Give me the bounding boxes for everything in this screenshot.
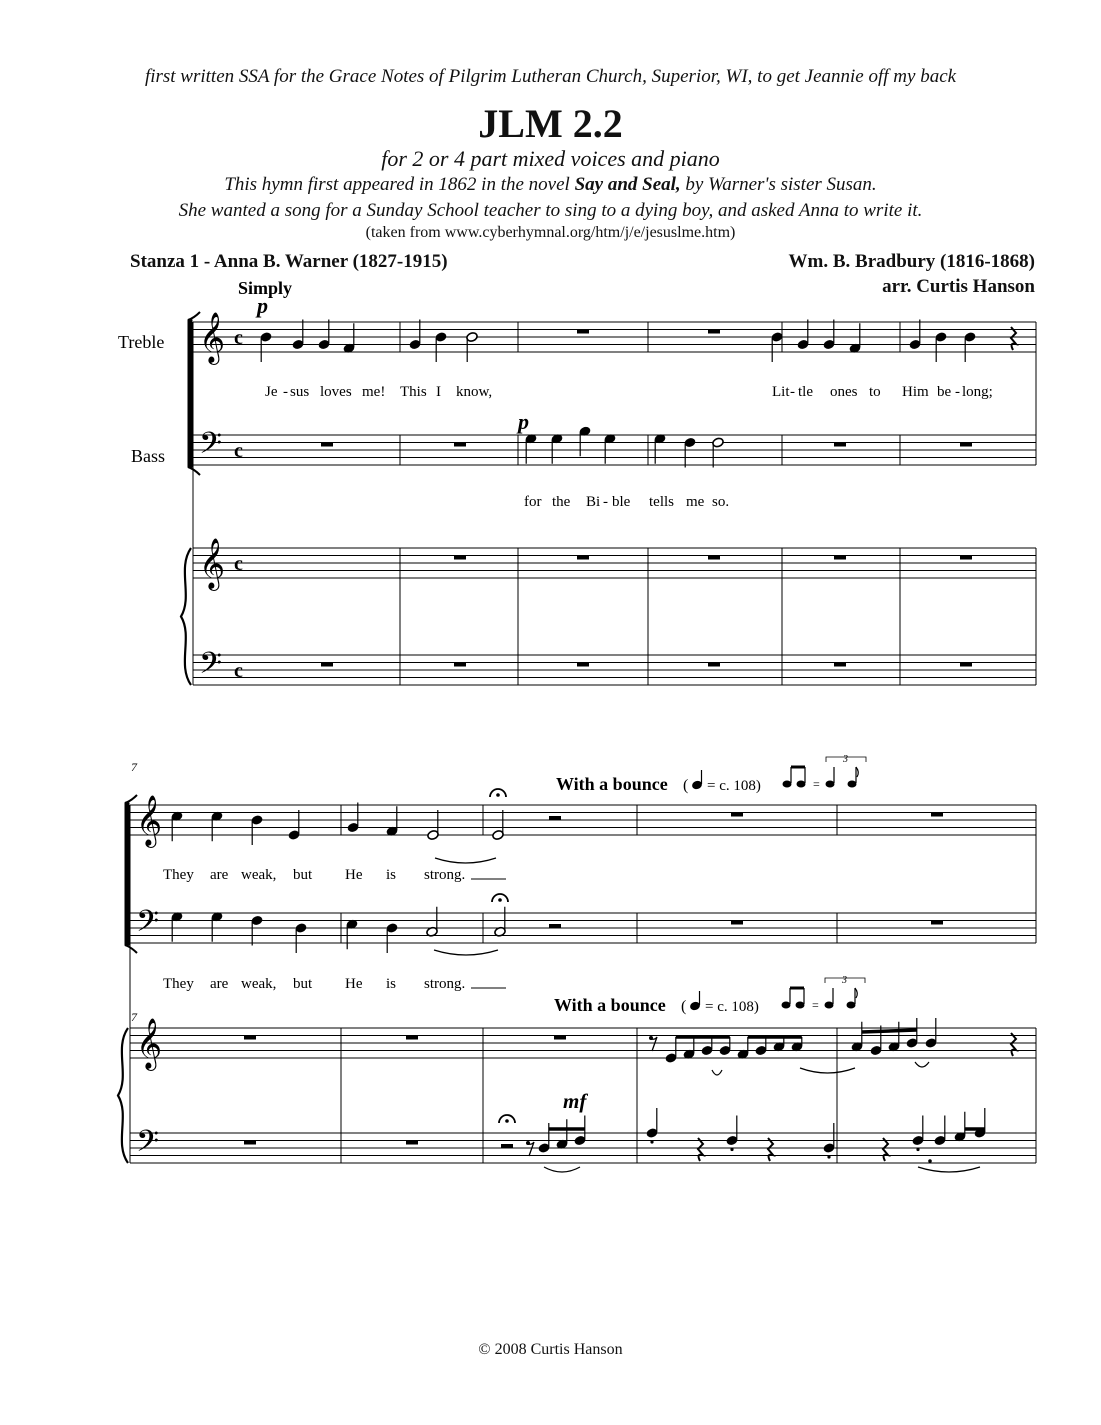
lyric-syllable: tle bbox=[798, 384, 813, 400]
composer-credit: Wm. B. Bradbury (1816-1868) bbox=[788, 251, 1035, 272]
lyric-syllable: He bbox=[345, 976, 363, 992]
dotted-note bbox=[928, 1159, 932, 1163]
common-time-icon: c bbox=[234, 327, 243, 349]
lyric-syllable: I bbox=[436, 384, 441, 400]
common-time-icon: c bbox=[234, 553, 243, 575]
lyric-hyphen: - bbox=[790, 384, 795, 400]
fermata-icon bbox=[505, 1119, 509, 1123]
tempo-value: = c. 108) bbox=[705, 999, 759, 1015]
piano-brace bbox=[118, 1028, 128, 1163]
quarter-rest bbox=[883, 1138, 888, 1161]
swing-rhythm-icon bbox=[782, 975, 866, 1012]
half-rest bbox=[549, 816, 561, 820]
treble-clef-icon: 𝄞 bbox=[136, 796, 163, 845]
lyric-syllable: strong. bbox=[424, 867, 466, 883]
triplet-number: 3 bbox=[843, 754, 848, 765]
whole-rest bbox=[321, 663, 333, 667]
lyric-hyphen: - bbox=[283, 384, 288, 400]
whole-rest bbox=[731, 813, 743, 817]
whole-rest bbox=[931, 813, 943, 817]
dedication: first written SSA for the Grace Notes of Pilgrim Lutheran Church, Superior, WI, to get Jeannie off my back bbox=[144, 66, 957, 87]
lyrics bbox=[163, 384, 993, 992]
whole-rest bbox=[708, 556, 720, 560]
whole-rest bbox=[454, 443, 466, 447]
dynamic-p-bass: p bbox=[518, 409, 529, 434]
svg-text:=: = bbox=[812, 998, 819, 1012]
whole-rest bbox=[244, 1141, 256, 1145]
common-time-icon: c bbox=[234, 440, 243, 462]
fermata-icon bbox=[498, 898, 502, 902]
slur bbox=[712, 1070, 722, 1075]
choir-bracket bbox=[125, 803, 129, 945]
whole-rest bbox=[834, 663, 846, 667]
whole-rest bbox=[406, 1141, 418, 1145]
slur bbox=[918, 1167, 980, 1172]
copyright: © 2008 Curtis Hanson bbox=[478, 1341, 623, 1358]
measure-number-voice: 7 bbox=[131, 760, 137, 774]
tempo-value: = c. 108) bbox=[707, 778, 761, 794]
lyric-syllable: tells bbox=[649, 494, 674, 510]
half-rest bbox=[549, 924, 561, 928]
lyric-syllable: They bbox=[163, 867, 194, 883]
quarter-rest bbox=[698, 1138, 703, 1161]
lyric-syllable: are bbox=[210, 867, 229, 883]
lyric-syllable: loves bbox=[320, 384, 352, 400]
half-rest bbox=[501, 1144, 513, 1148]
tempo-paren: ( bbox=[683, 777, 689, 794]
bass-clef-icon: 𝄢 bbox=[199, 647, 223, 687]
whole-rest bbox=[960, 663, 972, 667]
history-note-start: This hymn first appeared in 1862 in the novel bbox=[224, 174, 575, 195]
lyric-syllable: but bbox=[293, 867, 313, 883]
lyric-syllable: long; bbox=[962, 384, 993, 400]
tempo-bounce-label: With a bounce bbox=[554, 995, 666, 1015]
page-title: JLM 2.2 bbox=[478, 101, 623, 146]
subtitle: for 2 or 4 part mixed voices and piano bbox=[381, 146, 720, 171]
whole-rest bbox=[834, 443, 846, 447]
slur bbox=[434, 950, 498, 955]
treble-clef-icon: 𝄞 bbox=[136, 1019, 163, 1068]
lyric-syllable: be bbox=[937, 384, 952, 400]
lyric-syllable: to bbox=[869, 384, 881, 400]
lyric-syllable: me bbox=[686, 494, 705, 510]
bass-clef-icon: 𝄢 bbox=[136, 1125, 160, 1165]
lyric-syllable: Lit bbox=[772, 384, 790, 400]
whole-rest bbox=[577, 330, 589, 334]
whole-rest bbox=[931, 921, 943, 925]
eighth-rest bbox=[651, 1037, 657, 1051]
tempo-bounce-voice bbox=[556, 754, 866, 794]
lyric-syllable: ble bbox=[612, 494, 631, 510]
lyric-syllable: are bbox=[210, 976, 229, 992]
lyric-syllable: Je bbox=[265, 384, 278, 400]
staff-label-bass: Bass bbox=[131, 446, 166, 466]
lyric-syllable: but bbox=[293, 976, 313, 992]
lyric-syllable: They bbox=[163, 976, 194, 992]
swing-rhythm-icon bbox=[783, 754, 867, 791]
history-note-end: by Warner's sister Susan. bbox=[680, 174, 877, 195]
lyric-hyphen: - bbox=[603, 494, 608, 510]
fermata-icon bbox=[496, 793, 500, 797]
lyric-syllable: know, bbox=[456, 384, 493, 400]
staccato-dot bbox=[916, 1148, 919, 1151]
slur bbox=[435, 858, 496, 863]
whole-rest bbox=[406, 1036, 418, 1040]
tempo-paren: ( bbox=[681, 998, 687, 1015]
whole-rest bbox=[731, 921, 743, 925]
bracket-hook bbox=[125, 945, 137, 953]
lyric-syllable: This bbox=[400, 384, 427, 400]
dynamic-mf: mf bbox=[563, 1089, 587, 1113]
staccato-dot bbox=[650, 1140, 653, 1143]
lyric-syllable: me! bbox=[362, 384, 386, 400]
arranger-credit: arr. Curtis Hanson bbox=[882, 276, 1035, 297]
lyric-hyphen: - bbox=[955, 384, 960, 400]
measure-number-piano: 7 bbox=[131, 1010, 137, 1024]
quarter-rest bbox=[1011, 327, 1016, 350]
tempo-bounce-label: With a bounce bbox=[556, 774, 668, 794]
whole-rest bbox=[454, 556, 466, 560]
lyric-syllable: is bbox=[386, 976, 397, 992]
dynamic-p-treble: p bbox=[257, 293, 268, 318]
lyric-syllable: is bbox=[386, 867, 397, 883]
novel-title: Say and Seal, bbox=[574, 174, 681, 195]
quarter-rest bbox=[1011, 1033, 1016, 1056]
piano-brace bbox=[181, 548, 191, 685]
lyric-syllable: so. bbox=[712, 494, 730, 510]
bracket-hook bbox=[188, 467, 200, 475]
lyric-syllable: strong. bbox=[424, 976, 466, 992]
bass-clef-icon: 𝄢 bbox=[136, 905, 160, 945]
whole-rest bbox=[960, 443, 972, 447]
whole-rest bbox=[321, 443, 333, 447]
lyric-syllable: the bbox=[552, 494, 571, 510]
whole-rest bbox=[577, 556, 589, 560]
whole-rest bbox=[708, 663, 720, 667]
whole-rest bbox=[454, 663, 466, 667]
staff-label-treble: Treble bbox=[118, 332, 165, 352]
lyric-syllable: Bi bbox=[586, 494, 601, 510]
beam bbox=[862, 1030, 917, 1032]
slur bbox=[915, 1062, 929, 1067]
lyric-syllable: sus bbox=[290, 384, 310, 400]
svg-text:=: = bbox=[813, 777, 820, 791]
lyric-syllable: ones bbox=[830, 384, 858, 400]
bass-clef-icon: 𝄢 bbox=[199, 427, 223, 467]
common-time-icon: c bbox=[234, 660, 243, 682]
history-note-2: She wanted a song for a Sunday School teacher to sing to a dying boy, and asked Anna to write it. bbox=[178, 200, 923, 221]
choir-bracket bbox=[188, 320, 192, 467]
lyric-syllable: Him bbox=[902, 384, 929, 400]
whole-rest bbox=[554, 1036, 566, 1040]
lyric-syllable: weak, bbox=[241, 976, 277, 992]
whole-rest bbox=[834, 556, 846, 560]
treble-clef-icon: 𝄞 bbox=[199, 313, 226, 362]
whole-rest bbox=[708, 330, 720, 334]
staccato-dot bbox=[827, 1155, 830, 1158]
triplet-number: 3 bbox=[842, 975, 847, 986]
tempo-bounce-piano bbox=[554, 975, 865, 1015]
slur bbox=[800, 1068, 855, 1073]
eighth-rest bbox=[528, 1142, 534, 1156]
whole-rest bbox=[960, 556, 972, 560]
lyric-syllable: He bbox=[345, 867, 363, 883]
treble-clef-icon: 𝄞 bbox=[199, 539, 226, 588]
notes bbox=[171, 320, 986, 1173]
quarter-rest bbox=[768, 1138, 773, 1161]
lyric-syllable: for bbox=[524, 494, 542, 510]
whole-rest bbox=[577, 663, 589, 667]
lyricist-credit: Stanza 1 - Anna B. Warner (1827-1915) bbox=[130, 251, 448, 272]
whole-rest bbox=[244, 1036, 256, 1040]
source-citation: (taken from www.cyberhymnal.org/htm/j/e/jesuslme.htm) bbox=[365, 224, 736, 241]
tempo-simply: Simply bbox=[238, 278, 293, 298]
lyric-syllable: weak, bbox=[241, 867, 277, 883]
staccato-dot bbox=[730, 1148, 733, 1151]
slur bbox=[544, 1167, 580, 1172]
